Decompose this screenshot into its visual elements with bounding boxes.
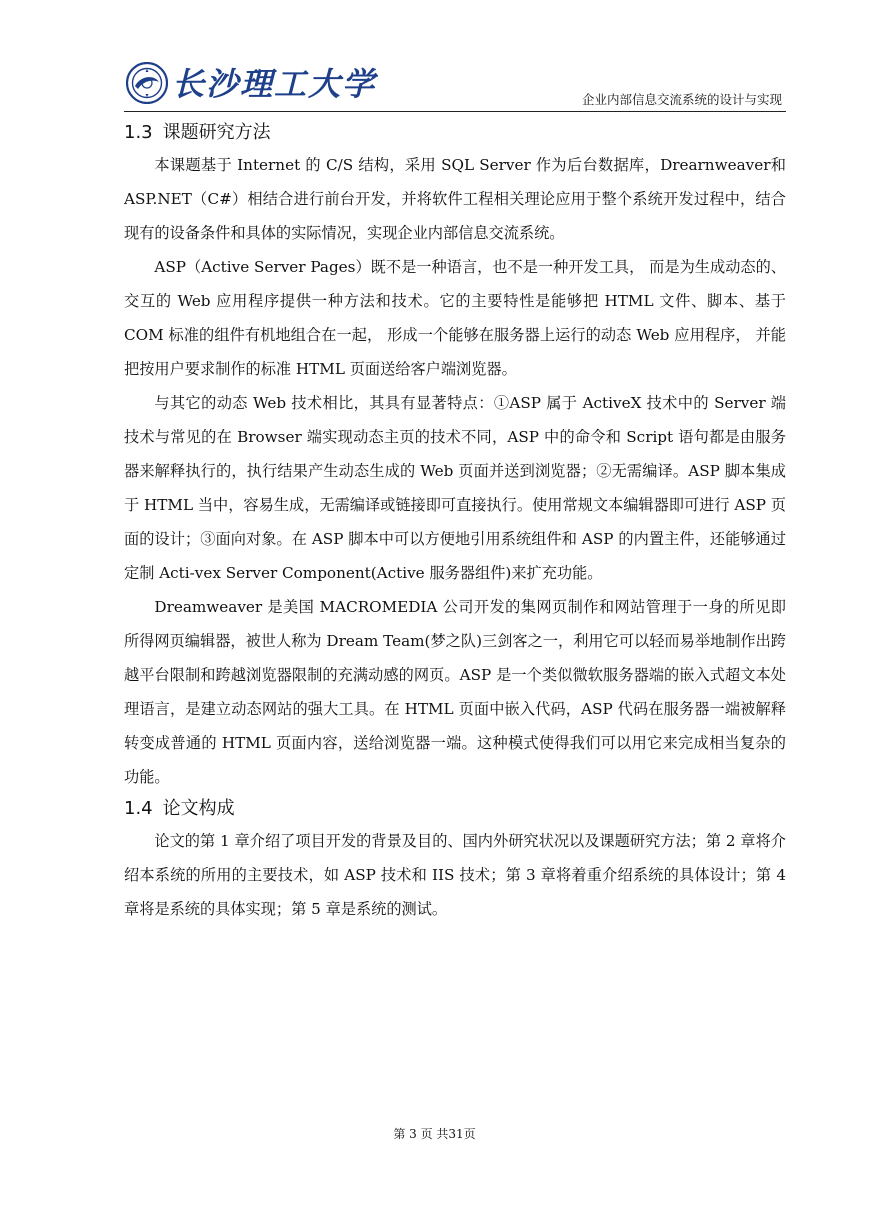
header-rule — [124, 111, 786, 112]
paragraph: Dreamweaver 是美国 MACROMEDIA 公司开发的集网页制作和网站管理于一身的所见即所得网页编辑器，被世人称为 Dream Team(梦之队)三剑客之一，利用它可以轻而易举地制作出跨越平台限制和跨越浏览器限制的充满动感的网页。ASP 是一个类似微软服务器端的嵌入式超文本处理语言，是建立动态网站的强大工具。在 HTML 页面中嵌入代码，ASP 代码在服务器一端被解释转变成普通的 HTML 页面内容，送给浏览器一端。这种模式使得我们可以用它来完成相当复杂的功能。 — [124, 598, 786, 786]
university-seal-icon — [126, 62, 168, 104]
paragraph: 与其它的动态 Web 技术相比，其具有显著特点：①ASP 属于 ActiveX 技术中的 Server 端技术与常见的在 Browser 端实现动态主页的技术不同，ASP 中的命令和 Script 语句都是由服务器来解释执行的，执行结果产生动态生成的 Web 页面并送到浏览器；②无需编译。ASP 脚本集成于 HTML 当中，容易生成，无需编译或链接即可直接执行。使用常规文本编辑器即可进行 ASP 页面的设计；③面向对象。在 ASP 脚本中可以方便地引用系统组件和 ASP 的内置主件，还能够通过定制 Acti-vex Server Component(Active 服务器组件)来扩充功能。 — [124, 394, 786, 582]
header-document-title: 企业内部信息交流系统的设计与实现 — [581, 92, 782, 107]
page-footer: 第 3 页 共31页 — [393, 1127, 476, 1141]
document-body — [124, 118, 786, 926]
paragraph: 本课题基于 Internet 的 C/S 结构，采用 SQL Server 作为后台数据库，Drearnweaver和 ASP.NET（C#）相结合进行前台开发，并将软件工程相关理论应用于整个系统开发过程中，结合现有的设备条件和具体的实际情况，实现企业内部信息交流系统。 — [124, 156, 786, 242]
section-number: 1.4 — [124, 798, 153, 819]
section-title: 课题研究方法 — [162, 122, 271, 143]
section-number: 1.3 — [124, 122, 153, 143]
university-logo-text: 长沙理工大学 — [172, 65, 377, 103]
section-heading — [124, 794, 786, 824]
paragraph: ASP（Active Server Pages）既不是一种语言，也不是一种开发工具， 而是为生成动态的、交互的 Web 应用程序提供一种方法和技术。它的主要特性是能够把 HTML 文件、脚本、基于 COM 标准的组件有机地组合在一起， 形成一个能够在服务器上运行的动态 Web 应用程序， 并能把按用户要求制作的标准 HTML 页面送给客户端浏览器。 — [124, 258, 786, 378]
page-header — [124, 58, 786, 112]
section-heading — [124, 118, 786, 148]
section-title: 论文构成 — [162, 798, 235, 819]
paragraph: 论文的第 1 章介绍了项目开发的背景及目的、国内外研究状况以及课题研究方法；第 2 章将介绍本系统的所用的主要技术，如 ASP 技术和 IIS 技术；第 3 章将着重介绍系统的具体设计；第 4 章将是系统的具体实现；第 5 章是系统的测试。 — [124, 832, 786, 918]
